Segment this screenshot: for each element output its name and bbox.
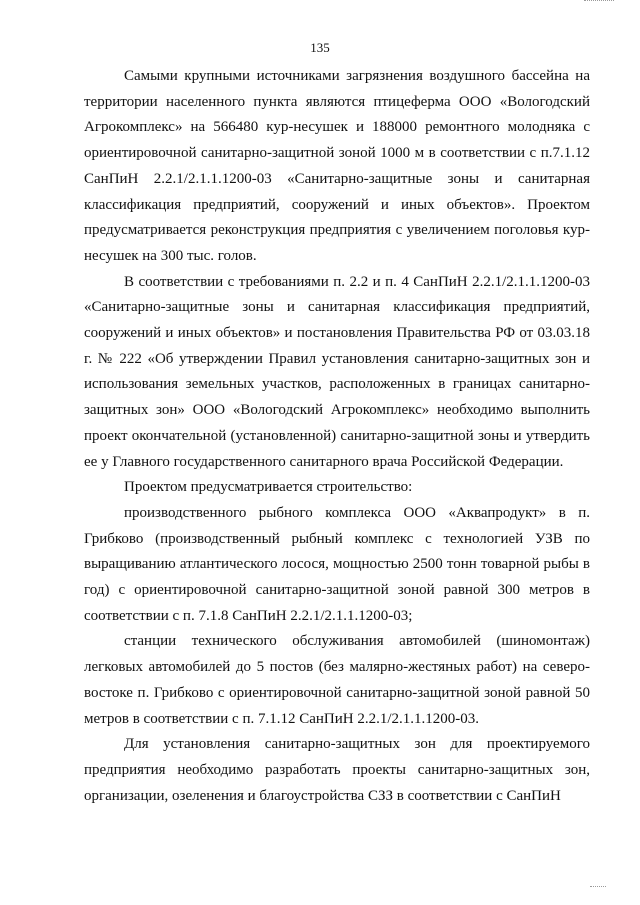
paragraph-fish-complex: производственного рыбного комплекса ООО «Аквапродукт» в п. Грибково (производственный рыбный комплекс с технологией УЗВ по выращиванию атлантического лосося, мощностью 2500 тонн товарной рыбы в год) с ориентировочной санитарно-защитной зоной равной 300 метров в соответствии с п. 7.1.8 СанПиН 2.2.1/2.1.1.1200-03; xyxy=(84,504,590,624)
paragraph-sanpin-requirements: В соответствии с требованиями п. 2.2 и п. 4 СанПиН 2.2.1/2.1.1.1200-03 «Санитарно-защитные зоны и санитарная классификация предприятий, сооружений и иных объектов» и постановления Правительства РФ от 03.03.18 г. № 222 «Об утверждении Правил установления санитарно-защитных зон и использования земельных участков, расположенных в границах санитарно-защитных зон» ООО «Вологодский Агрокомплекс» необходимо выполнить проект окончательной (установленной) санитарно-защитной зоны и утвердить ее у Главного государственного санитарного врача Российской Федерации. xyxy=(84,273,590,470)
page-number: 135 xyxy=(310,40,330,55)
document-body xyxy=(84,64,590,809)
paragraph-construction-intro: Проектом предусматривается строительство: xyxy=(124,479,413,496)
paragraph-service-station: станции технического обслуживания автомобилей (шиномонтаж) легковых автомобилей до 5 постов (без малярно-жестяных работ) на северо-востоке п. Грибково с ориентировочной санитарно-защитной зоной равной 50 метров в соответствии с п. 7.1.12 СанПиН 2.2.1/2.1.1.1200-03. xyxy=(84,633,590,727)
paragraph-sanitary-zone-projects: Для установления санитарно-защитных зон для проектируемого предприятия необходимо разработать проекты санитарно-защитных зон, организации, озеленения и благоустройства СЗЗ в соответствии с СанПиН xyxy=(84,736,590,804)
scan-mark xyxy=(590,883,606,887)
paragraph-pollution-sources: Самыми крупными источниками загрязнения воздушного бассейна на территории населенного пункта являются птицеферма ООО «Вологодский Агрокомплекс» на 566480 кур-несушек и 188000 ремонтного молодняка с ориентировочной санитарно-защитной зоной 1000 м в соответствии с п.7.1.12 СанПиН 2.2.1/2.1.1.1200-03 «Санитарно-защитные зоны и санитарная классификация предприятий, сооружений и иных объектов». Проектом предусматривается реконструкция предприятия с увеличением поголовья кур-несушек на 300 тыс. голов. xyxy=(84,68,590,264)
scan-mark xyxy=(584,0,614,5)
